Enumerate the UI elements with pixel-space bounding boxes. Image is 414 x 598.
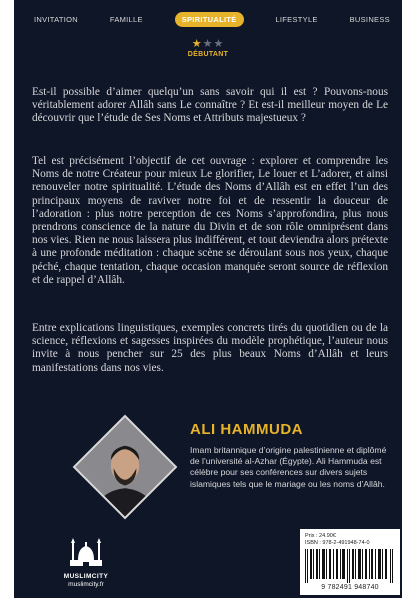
category-business[interactable]: BUSINESS — [349, 14, 390, 24]
paragraph-intro: Est-il possible d’aimer quelqu’un sans savoir qui il est ? Pouvons-nous véritablement adorer Allâh sans Le connaître ? Et est-il meilleur moyen de Le découvrir que l’étude de Ses Noms et Attributs majestueux ? — [32, 86, 388, 125]
barcode-digits: 9 782491 948740 — [321, 584, 379, 591]
publisher-url[interactable]: muslimcity.fr — [68, 581, 104, 588]
author-photo — [73, 415, 178, 520]
level-stars — [14, 37, 402, 50]
author-bio: Imam britannique d’origine palestinienne et diplômé de l’université al-Azhar (Égypte). Ali Hammuda est célèbre pour ses conférences sur divers sujets islamiques tels que le mariage ou les noms d’Allâh. — [190, 445, 387, 489]
back-cover — [14, 0, 402, 598]
isbn-label: ISBN : 978-2-491948-74-0 — [305, 540, 370, 546]
author-portrait-icon — [73, 417, 178, 519]
category-invitation[interactable]: INVITATION — [34, 14, 78, 24]
category-bar — [14, 11, 402, 27]
publisher-logo — [56, 538, 116, 588]
level-label: DÉBUTANT — [187, 51, 229, 58]
paragraph-objective: Tel est précisément l’objectif de cet ouvrage : explorer et comprendre les Noms de notre Créateur pour mieux Le glorifier, Le louer et L’adorer, et ainsi renouveler notre spiritualité. L’étude des Noms d’Allâh est en effet l’un des principaux moyens de raviver notre foi et de ressentir la douceur de l’adoration : plus notre perception de ces Noms s’approfondira, plus nous prendrons conscience de la nature du Divin et de son rôle omniprésent dans nos vies. Rien ne nous laissera plus indifférent, et tout deviendra alors prétexte à une profonde méditation : chaque scène se déroulant sous nos yeux, chaque péché, chaque tentation, chaque occasion manquée seront source de réflexion et de rappel d’Allâh. — [32, 155, 388, 286]
barcode-panel — [300, 529, 400, 595]
category-spiritualite[interactable]: SPIRITUALITÉ — [175, 12, 244, 27]
star-empty-icon: ★ — [202, 38, 214, 50]
star-empty-icon: ★ — [213, 38, 225, 50]
publisher-name: MUSLIMCITY — [63, 573, 109, 580]
star-filled-icon: ★ — [191, 38, 203, 50]
price-label: Prix : 24.90€ — [305, 533, 336, 539]
barcode-icon — [305, 549, 395, 583]
category-lifestyle[interactable]: LIFESTYLE — [275, 14, 318, 24]
category-famille[interactable]: FAMILLE — [109, 14, 143, 24]
author-name: ALI HAMMUDA — [190, 421, 303, 438]
mosque-icon — [69, 538, 103, 568]
paragraph-content: Entre explications linguistiques, exemples concrets tirés du quotidien ou de la science, réflexions et sagesses inspirées du modèle prophétique, l’auteur nous invite à nous pencher sur 25 des plus beaux Noms d’Allâh et leurs manifestations dans nos vies. — [32, 322, 388, 374]
